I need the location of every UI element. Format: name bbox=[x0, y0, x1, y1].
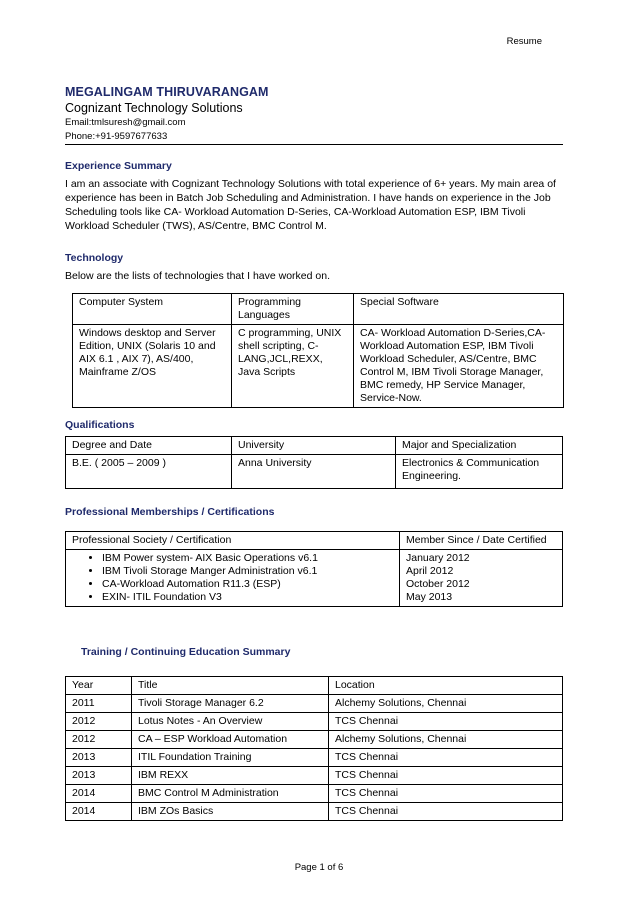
table-header-cell: Programming Languages bbox=[232, 294, 354, 325]
memberships-title: Professional Memberships / Certifications bbox=[65, 506, 275, 518]
list-item: • IBM Power system- AIX Basic Operations v6.1 bbox=[102, 552, 393, 565]
table-cell bbox=[400, 550, 563, 607]
date-item: May 2013 bbox=[406, 591, 453, 603]
table-row bbox=[66, 749, 563, 767]
date-item: April 2012 bbox=[406, 565, 454, 577]
table-cell: 2012 bbox=[66, 731, 132, 749]
table-cell: CA- Workload Automation D-Series,CA-Workload Automation ESP, IBM Tivoli Workload Scheduler, AS/Centre, BMC Control M, IBM Tivoli Storage Manager, BMC remedy, HP Service Manager, Service-Now. bbox=[354, 325, 564, 408]
table-row bbox=[73, 325, 564, 408]
table-cell: TCS Chennai bbox=[329, 803, 563, 821]
table-cell: ITIL Foundation Training bbox=[132, 749, 329, 767]
technology-intro: Below are the lists of technologies that I have worked on. bbox=[65, 270, 330, 282]
table-cell: Alchemy Solutions, Chennai bbox=[329, 731, 563, 749]
list-item: • CA-Workload Automation R11.3 (ESP) bbox=[102, 578, 393, 591]
qualifications-title: Qualifications bbox=[65, 419, 135, 431]
table-cell: Alchemy Solutions, Chennai bbox=[329, 695, 563, 713]
qualifications-table bbox=[65, 436, 563, 489]
phone-text: Phone:+91-9597677633 bbox=[65, 131, 168, 142]
table-cell: C programming, UNIX shell scripting, C-LANG,JCL,REXX, Java Scripts bbox=[232, 325, 354, 408]
table-header-row bbox=[66, 437, 563, 455]
date-item: October 2012 bbox=[406, 578, 470, 590]
table-cell bbox=[66, 550, 400, 607]
table-cell: 2011 bbox=[66, 695, 132, 713]
table-cell: TCS Chennai bbox=[329, 785, 563, 803]
person-name: MEGALINGAM THIRUVARANGAM bbox=[65, 85, 269, 99]
table-cell: Windows desktop and Server Edition, UNIX (Solaris 10 and AIX 6.1 , AIX 7), AS/400, Mainframe Z/OS bbox=[73, 325, 232, 408]
table-header-row bbox=[66, 532, 563, 550]
table-cell: IBM ZOs Basics bbox=[132, 803, 329, 821]
table-cell: BMC Control M Administration bbox=[132, 785, 329, 803]
experience-title: Experience Summary bbox=[65, 160, 172, 172]
training-table bbox=[65, 676, 563, 821]
list-item: • IBM Tivoli Storage Manger Administration v6.1 bbox=[102, 565, 393, 578]
table-header-cell: Professional Society / Certification bbox=[66, 532, 400, 550]
table-header-cell: Location bbox=[329, 677, 563, 695]
document-label: Resume bbox=[506, 36, 542, 47]
table-row bbox=[66, 455, 563, 489]
table-cell: 2013 bbox=[66, 749, 132, 767]
company-name: Cognizant Technology Solutions bbox=[65, 101, 243, 115]
table-header-cell: Member Since / Date Certified bbox=[400, 532, 563, 550]
memberships-table bbox=[65, 531, 563, 607]
table-header-row bbox=[66, 677, 563, 695]
table-cell: IBM REXX bbox=[132, 767, 329, 785]
table-cell: B.E. ( 2005 – 2009 ) bbox=[66, 455, 232, 489]
header-divider bbox=[65, 144, 563, 145]
table-cell: TCS Chennai bbox=[329, 767, 563, 785]
table-cell: TCS Chennai bbox=[329, 713, 563, 731]
table-row bbox=[66, 767, 563, 785]
date-item: January 2012 bbox=[406, 552, 470, 564]
training-title: Training / Continuing Education Summary bbox=[81, 646, 291, 658]
table-cell: CA – ESP Workload Automation bbox=[132, 731, 329, 749]
table-row bbox=[66, 731, 563, 749]
email-text: Email:tmlsuresh@gmail.com bbox=[65, 117, 186, 128]
table-cell: 2013 bbox=[66, 767, 132, 785]
list-item: • EXIN- ITIL Foundation V3 bbox=[102, 591, 393, 604]
technology-table bbox=[72, 293, 564, 408]
table-header-cell: Special Software bbox=[354, 294, 564, 325]
table-cell: 2012 bbox=[66, 713, 132, 731]
technology-title: Technology bbox=[65, 252, 124, 264]
table-cell: Tivoli Storage Manager 6.2 bbox=[132, 695, 329, 713]
certification-list bbox=[72, 552, 393, 604]
table-header-cell: Computer System bbox=[73, 294, 232, 325]
table-cell: Anna University bbox=[232, 455, 396, 489]
table-cell: Electronics & Communication Engineering. bbox=[396, 455, 563, 489]
table-cell: 2014 bbox=[66, 785, 132, 803]
table-cell: TCS Chennai bbox=[329, 749, 563, 767]
experience-text: I am an associate with Cognizant Technology Solutions with total experience of 6+ years. My main area of experience has been in Batch Job Scheduling and Administration. I have hands on experience in the Job Scheduling tools like CA- Workload Automation D-Series, CA-Workload Automation ESP, IBM Tivoli Workload Scheduler (TWS), AS/Centre, BMC Control M. bbox=[65, 178, 556, 232]
table-row bbox=[66, 713, 563, 731]
table-header-row bbox=[73, 294, 564, 325]
table-row bbox=[66, 803, 563, 821]
table-header-cell: Year bbox=[66, 677, 132, 695]
table-row bbox=[66, 550, 563, 607]
table-cell: Lotus Notes - An Overview bbox=[132, 713, 329, 731]
table-header-cell: Major and Specialization bbox=[396, 437, 563, 455]
table-header-cell: University bbox=[232, 437, 396, 455]
table-row bbox=[66, 695, 563, 713]
table-header-cell: Title bbox=[132, 677, 329, 695]
table-row bbox=[66, 785, 563, 803]
table-header-cell: Degree and Date bbox=[66, 437, 232, 455]
page-number: Page 1 of 6 bbox=[294, 862, 344, 873]
table-cell: 2014 bbox=[66, 803, 132, 821]
